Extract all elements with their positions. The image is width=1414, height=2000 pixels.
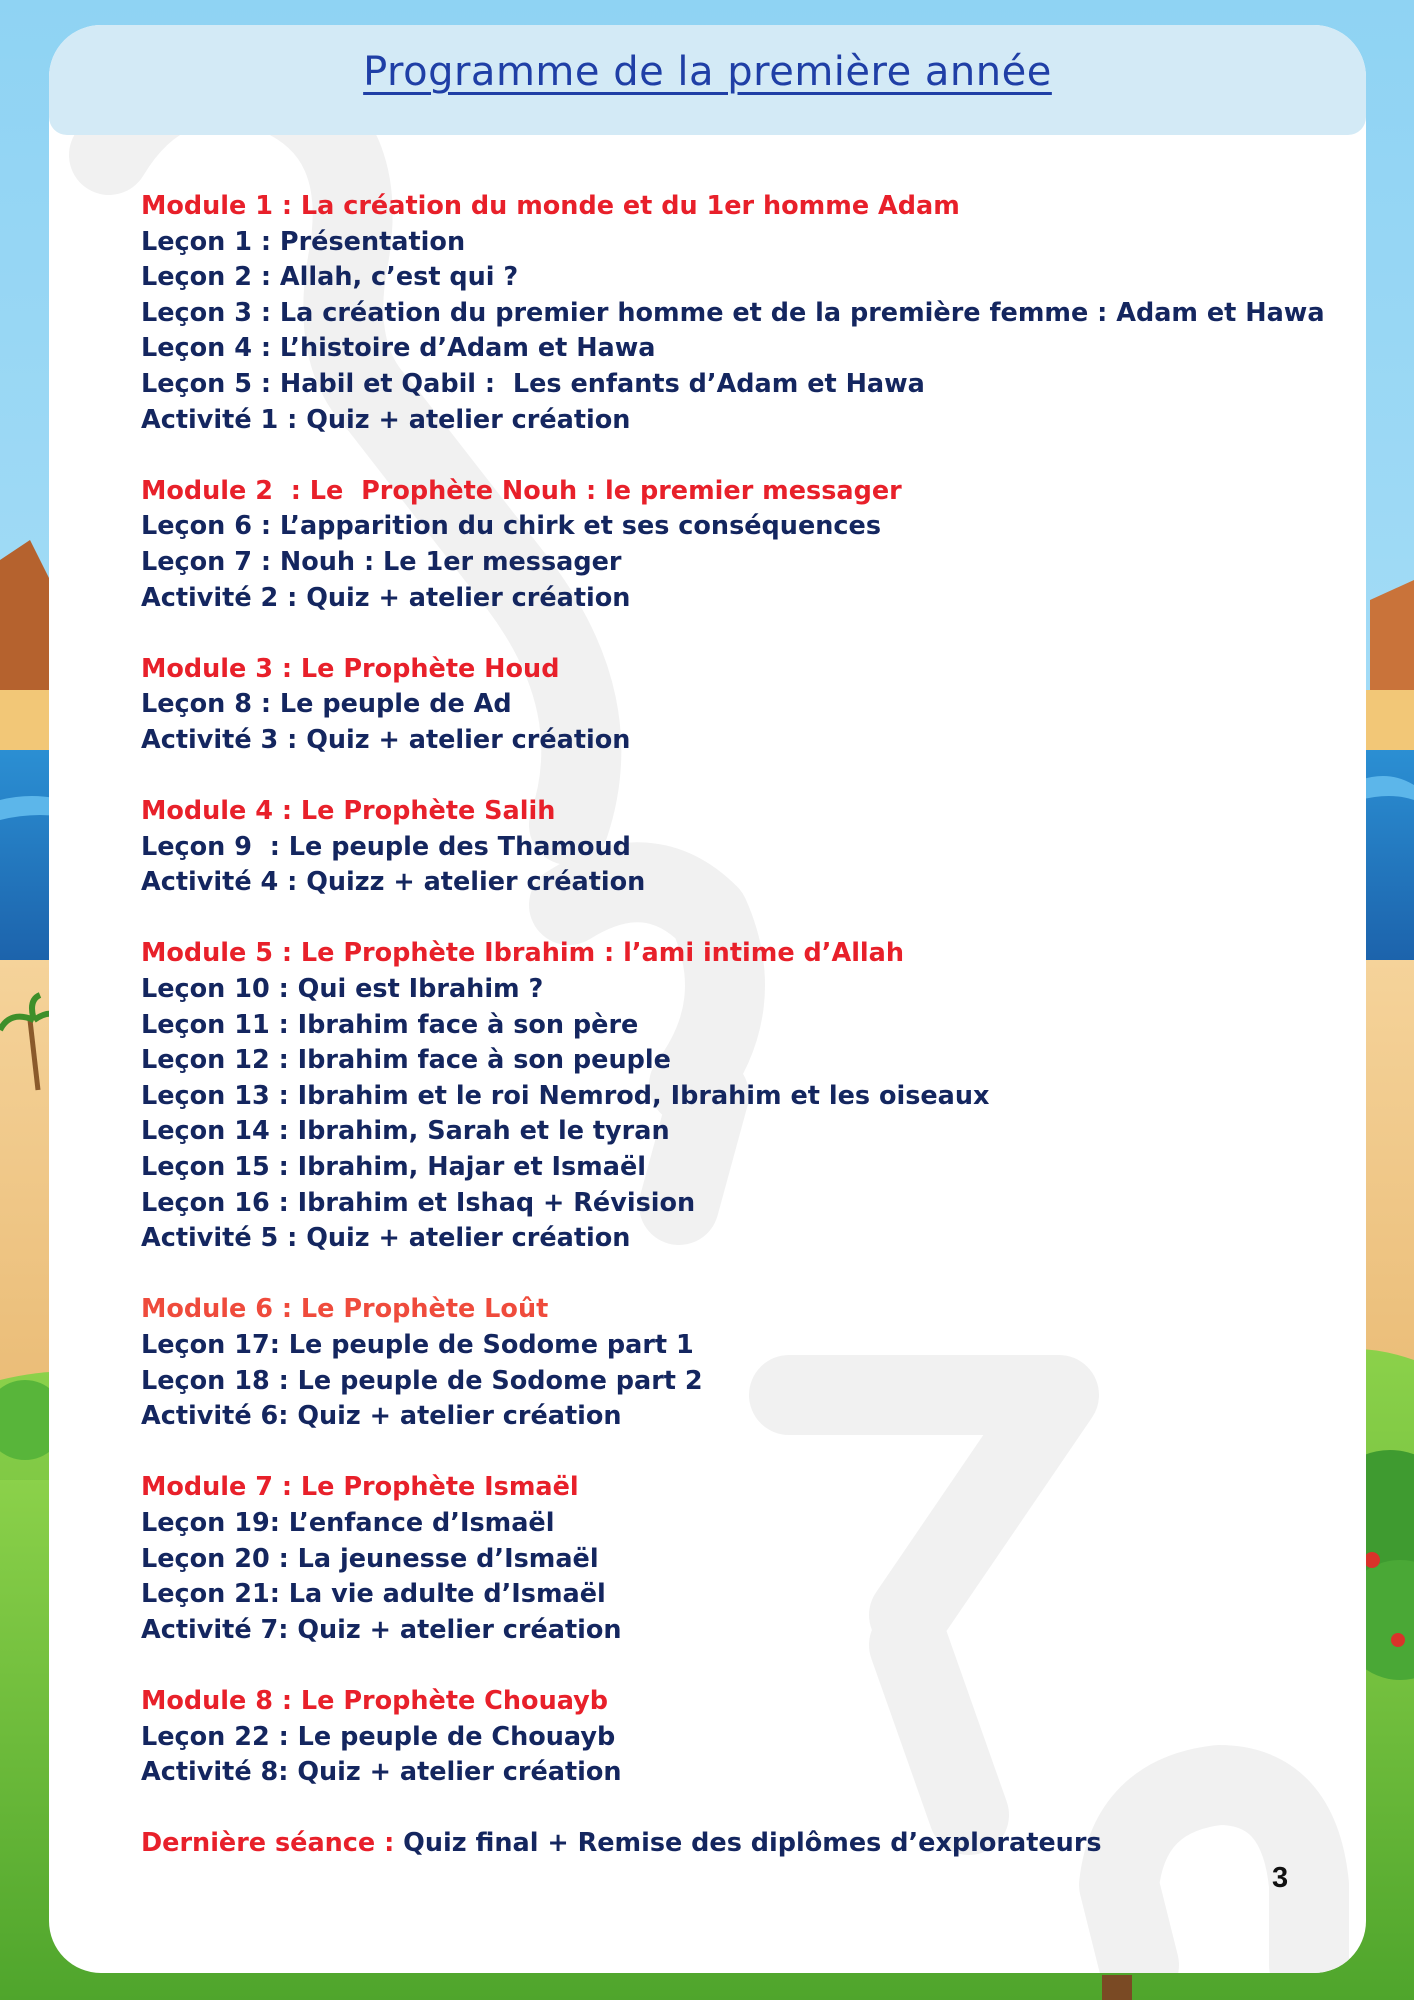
module-heading: Module 3 : Le Prophète Houd bbox=[141, 653, 560, 684]
final-session bbox=[141, 1826, 1341, 1862]
lesson-item: Leçon 20 : La jeunesse d’Ismaël bbox=[141, 1543, 599, 1574]
lesson-item: Leçon 19: L’enfance d’Ismaël bbox=[141, 1507, 555, 1538]
module-heading: Module 1 : La création du monde et du 1er homme Adam bbox=[141, 191, 960, 221]
lesson-item: Leçon 18 : Le peuple de Sodome part 2 bbox=[141, 1365, 703, 1396]
lesson-item: Leçon 6 : L’apparition du chirk et ses conséquences bbox=[141, 511, 881, 542]
lesson-item: Leçon 2 : Allah, c’est qui ? bbox=[141, 262, 519, 293]
activity-item: Activité 4 : Quizz + atelier création bbox=[141, 867, 646, 898]
module-7 bbox=[141, 1470, 1341, 1648]
lesson-item: Leçon 9 : Le peuple des Thamoud bbox=[141, 831, 631, 862]
lesson-item: Leçon 16 : Ibrahim et Ishaq + Révision bbox=[141, 1187, 696, 1218]
activity-item: Activité 7: Quiz + atelier création bbox=[141, 1614, 622, 1645]
lesson-item: Leçon 13 : Ibrahim et le roi Nemrod, Ibrahim et les oiseaux bbox=[141, 1080, 990, 1111]
lesson-item: Leçon 7 : Nouh : Le 1er messager bbox=[141, 546, 622, 577]
lesson-item: Leçon 21: La vie adulte d’Ismaël bbox=[141, 1579, 606, 1610]
module-1 bbox=[141, 189, 1341, 438]
lesson-item: Leçon 8 : Le peuple de Ad bbox=[141, 689, 512, 720]
module-heading: Module 4 : Le Prophète Salih bbox=[141, 796, 556, 827]
module-heading: Module 6 : Le Prophète Loût bbox=[141, 1294, 549, 1325]
lesson-item: Leçon 14 : Ibrahim, Sarah et le tyran bbox=[141, 1116, 670, 1147]
module-heading: Module 5 : Le Prophète Ibrahim : l’ami intime d’Allah bbox=[141, 938, 905, 969]
module-heading: Module 2 : Le Prophète Nouh : le premier messager bbox=[141, 475, 902, 506]
program-list bbox=[141, 189, 1341, 1862]
lesson-item: Leçon 12 : Ibrahim face à son peuple bbox=[141, 1045, 671, 1076]
module-heading: Module 8 : Le Prophète Chouayb bbox=[141, 1685, 609, 1716]
module-2 bbox=[141, 474, 1341, 616]
module-4 bbox=[141, 794, 1341, 901]
activity-item: Activité 1 : Quiz + atelier création bbox=[141, 404, 631, 435]
lesson-item: Leçon 4 : L’histoire d’Adam et Hawa bbox=[141, 333, 656, 364]
module-8 bbox=[141, 1684, 1341, 1791]
lesson-item: Leçon 15 : Ibrahim, Hajar et Ismaël bbox=[141, 1152, 646, 1183]
page-number: 3 bbox=[1272, 1862, 1289, 1894]
lesson-item: Leçon 1 : Présentation bbox=[141, 226, 466, 257]
program-card bbox=[49, 25, 1366, 1973]
lesson-item: Leçon 22 : Le peuple de Chouayb bbox=[141, 1721, 616, 1752]
activity-item: Activité 6: Quiz + atelier création bbox=[141, 1401, 622, 1432]
lesson-item: Leçon 17: Le peuple de Sodome part 1 bbox=[141, 1330, 694, 1360]
lesson-item: Leçon 10 : Qui est Ibrahim ? bbox=[141, 974, 544, 1005]
activity-item: Activité 2 : Quiz + atelier création bbox=[141, 582, 631, 613]
module-6 bbox=[141, 1292, 1341, 1434]
module-5 bbox=[141, 936, 1341, 1256]
lesson-item: Leçon 11 : Ibrahim face à son père bbox=[141, 1009, 639, 1040]
activity-item: Activité 3 : Quiz + atelier création bbox=[141, 724, 631, 755]
lesson-item: Leçon 3 : La création du premier homme et de la première femme : Adam et Hawa bbox=[141, 297, 1325, 328]
activity-item: Activité 8: Quiz + atelier création bbox=[141, 1757, 622, 1788]
activity-item: Activité 5 : Quiz + atelier création bbox=[141, 1223, 631, 1254]
page-title: Programme de la première année bbox=[363, 49, 1052, 95]
final-session-label: Dernière séance : bbox=[141, 1828, 404, 1859]
module-heading: Module 7 : Le Prophète Ismaël bbox=[141, 1472, 579, 1503]
module-3 bbox=[141, 652, 1341, 759]
final-session-text: Quiz final + Remise des diplômes d’explorateurs bbox=[403, 1828, 1102, 1859]
lesson-item: Leçon 5 : Habil et Qabil : Les enfants d’Adam et Hawa bbox=[141, 368, 925, 399]
